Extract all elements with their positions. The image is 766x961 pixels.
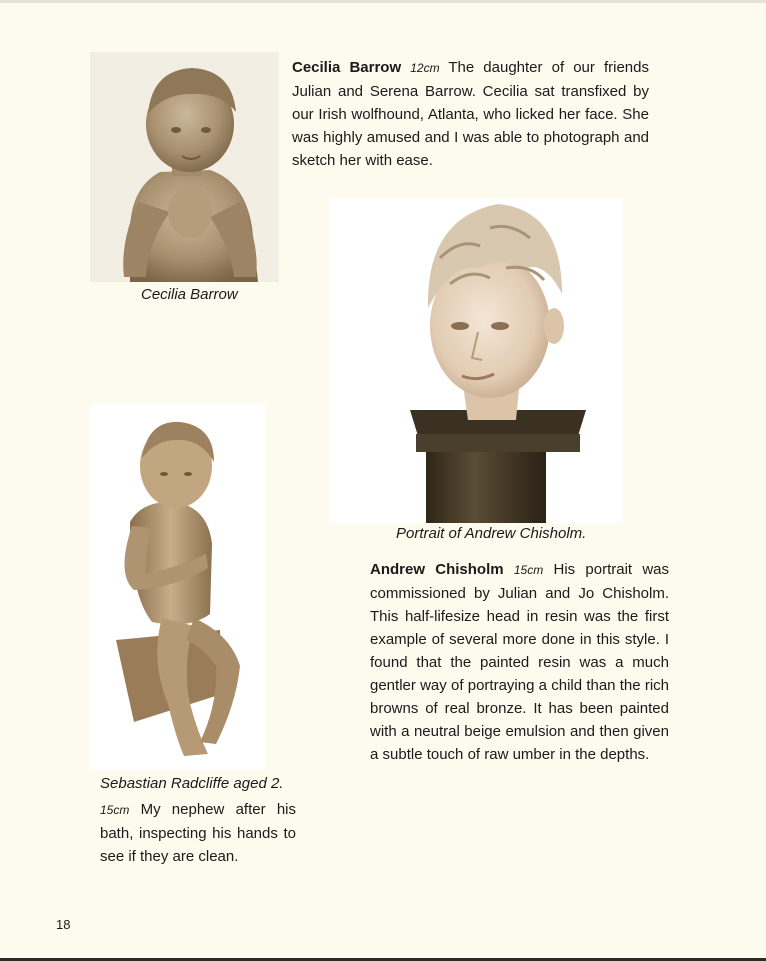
andrew-paragraph [370, 558, 669, 766]
cecilia-sculpture-image [90, 52, 279, 282]
cecilia-paragraph [292, 56, 649, 172]
page-top-edge [0, 0, 766, 3]
andrew-size: 15cm [513, 563, 544, 577]
sebastian-text: My nephew after his bath, inspecting his hands to see if they are clean. [100, 801, 296, 865]
cecilia-text: The daughter of our friends Julian and Serena Barrow. Cecilia sat transfixed by our Irish wolfhound, Atlanta, who licked her face. She was highly amused and I was able to photograph and sketch her with ease. [292, 59, 649, 169]
cecilia-size: 12cm [410, 61, 440, 75]
page-number: 18 [56, 917, 71, 932]
cecilia-barrow-photo [90, 52, 279, 282]
sebastian-caption: Sebastian Radcliffe aged 2. [100, 775, 284, 792]
andrew-name: Andrew Chisholm [370, 561, 504, 578]
andrew-caption: Portrait of Andrew Chisholm. [396, 525, 587, 542]
sebastian-sculpture-image [90, 404, 266, 770]
cecilia-name: Cecilia Barrow [292, 59, 402, 76]
sebastian-size: 15cm [100, 803, 130, 817]
cecilia-caption: Cecilia Barrow [141, 286, 238, 303]
andrew-head-sculpture-image [330, 198, 623, 523]
sebastian-radcliffe-photo [90, 404, 266, 770]
andrew-text: His portrait was commissioned by Julian and Jo Chisholm. This half-lifesize head in resin was the first example of several more done in this style. I found that the painted resin was a much gentler way of portraying a child than the rich browns of real bronze. It has been painted with a neutral beige emulsion and then given a subtle touch of raw umber in the depths. [370, 561, 670, 763]
sebastian-paragraph [100, 798, 296, 868]
andrew-chisholm-photo [330, 198, 623, 523]
